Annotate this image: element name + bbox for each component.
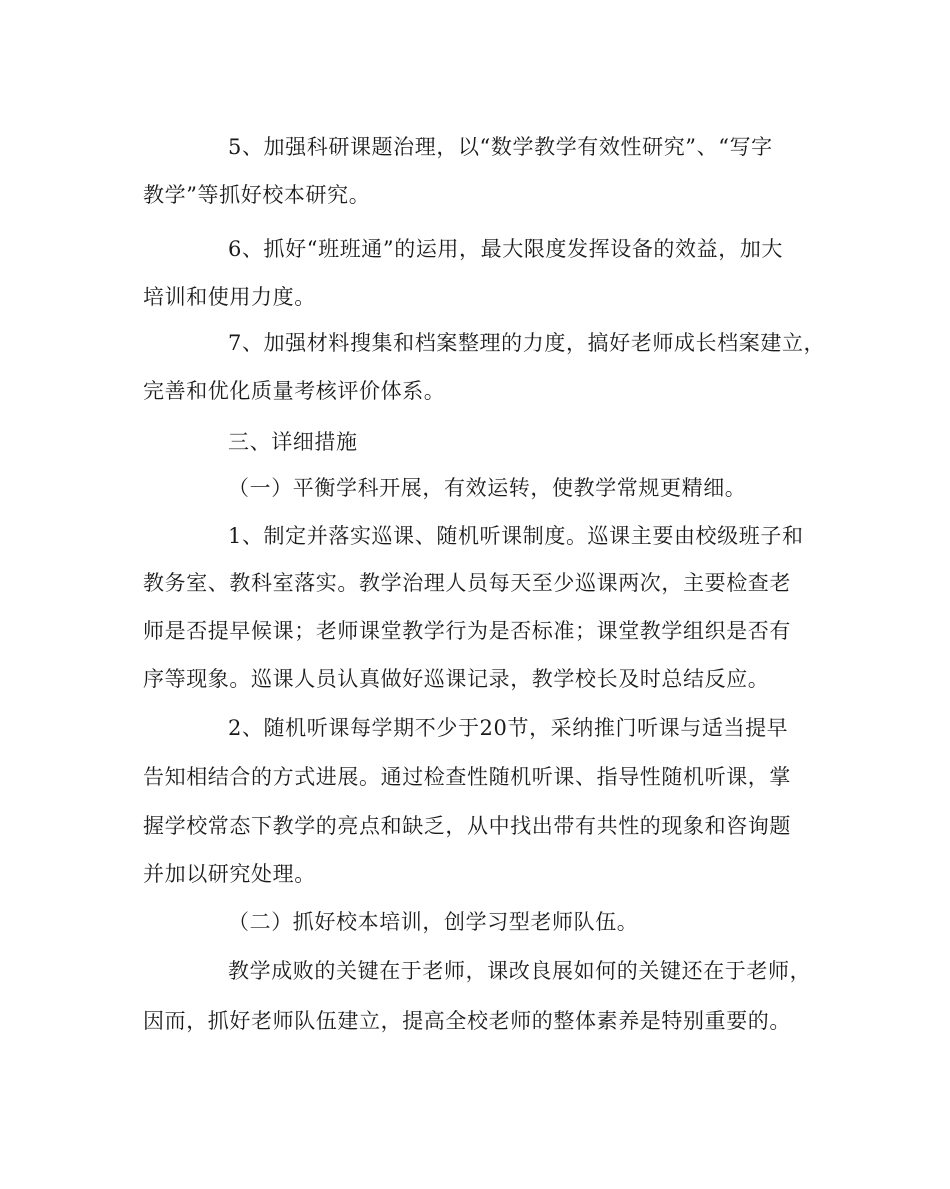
measure-1-line-2: 教务室、教科室落实。教学治理人员每天至少巡课两次，主要检查老 [143, 571, 791, 595]
measure-1-line-3: 师是否提早候课；老师课堂教学行为是否标准；课堂教学组织是否有 [143, 619, 791, 643]
measure-1-line-4: 序等现象。巡课人员认真做好巡课记录，教学校长及时总结反应。 [143, 667, 770, 691]
paragraph-teachers-line-1: 教学成败的关键在于老师，课改良展如何的关键还在于老师， [228, 959, 812, 983]
subsection-heading-1: （一）平衡学科开展，有效运转，使教学常规更精细。 [228, 476, 747, 500]
measure-2-line-3: 握学校常态下教学的亮点和缺乏，从中找出带有共性的现象和咨询题 [143, 814, 791, 838]
subsection-heading-2: （二）抓好校本培训，创学习型老师队伍。 [228, 910, 639, 934]
section-heading-3: 三、详细措施 [228, 430, 358, 454]
measure-2-line-1: 2、随机听课每学期不少于20节，采纳推门听课与适当提早 [228, 716, 789, 740]
measure-2-line-4: 并加以研究处理。 [143, 862, 316, 886]
measure-2-line-2: 告知相结合的方式进展。通过检查性随机听课、指导性随机听课，掌 [143, 765, 791, 789]
paragraph-7-line-1: 7、加强材料搜集和档案整理的力度，搞好老师成长档案建立， [228, 331, 826, 355]
paragraph-5-line-2: 教学”等抓好校本研究。 [143, 183, 371, 207]
paragraph-6-line-1: 6、抓好“班班通”的运用，最大限度发挥设备的效益，加大 [228, 237, 784, 261]
paragraph-teachers-line-2: 因而，抓好老师队伍建立，提高全校老师的整体素养是特别重要的。 [143, 1009, 791, 1033]
paragraph-6-line-2: 培训和使用力度。 [143, 285, 316, 309]
paragraph-7-line-2: 完善和优化质量考核评价体系。 [143, 379, 446, 403]
measure-1-line-1: 1、制定并落实巡课、随机听课制度。巡课主要由校级班子和 [228, 524, 804, 548]
paragraph-5-line-1: 5、加强科研课题治理，以“数学教学有效性研究”、“写字 [228, 135, 773, 159]
